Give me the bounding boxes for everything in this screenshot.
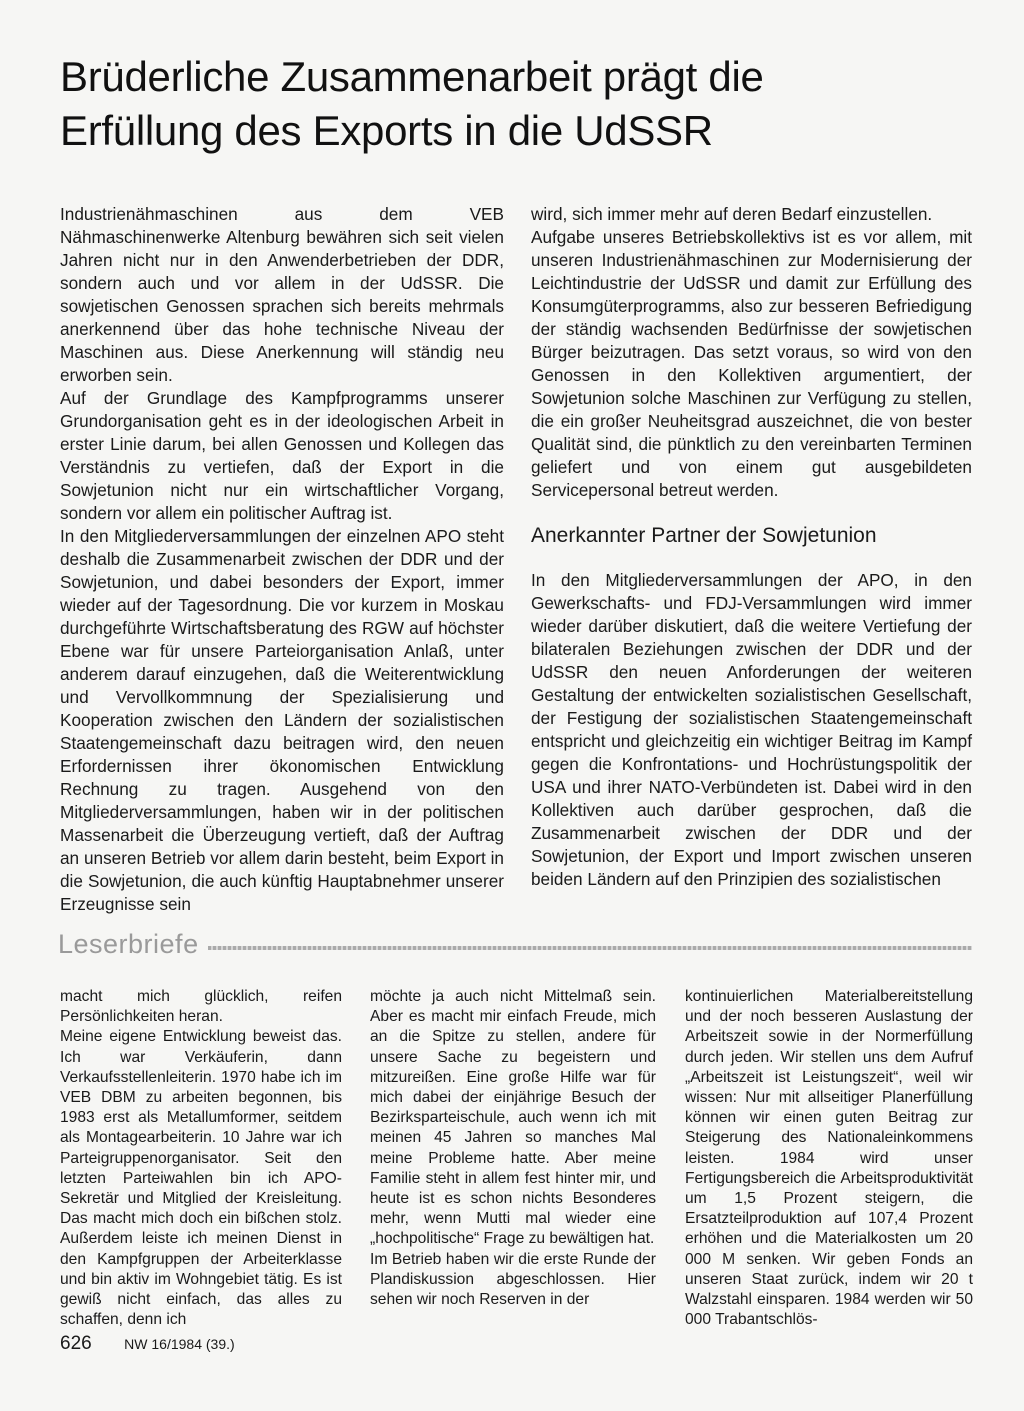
letters-column-2 [370,987,656,1310]
title-line-2: Erfüllung des Exports in die UdSSR [60,107,713,154]
title-line-1: Brüderliche Zusammenarbeit prägt die [60,53,764,100]
article-column-1 [60,203,504,916]
subheading: Anerkannter Partner der Sowjetunion [531,524,877,547]
paragraph: macht mich glücklich, reifen Persönlichkeiten heran. [60,988,342,1026]
article-title [60,50,960,158]
paragraph: wird, sich immer mehr auf deren Bedarf einzustellen. [531,204,933,224]
paragraph: Aufgabe unseres Betriebskollektivs ist es vor allem, mit unseren Industrienähmaschinen zur Modernisierung der Leichtindustrie der UdSSR und damit zur Erfüllung des Konsumgüterprogramms, also zur besseren Befriedigung der ständig wachsenden Bedürfnisse der sowjetischen Bürger beizutragen. Das setzt voraus, so wird von den Genossen in den Kollektiven argumentiert, der Sowjetunion solche Maschinen zur Verfügung zu stellen, die ein großer Neuheitsgrad auszeichnet, die von bester Qualität sind, die pünktlich zu den vereinbarten Terminen geliefert und von einem gut ausgebildeten Servicepersonal betreut werden. [531,227,972,500]
article-column-2 [531,203,972,891]
paragraph: Auf der Grundlage des Kampfprogramms unserer Grundorganisation geht es in der ideologischen Arbeit in erster Linie darum, bei allen Genossen und Kollegen das Verständnis zu vertiefen, daß der Export in die Sowjetunion nicht nur ein wirtschaftlicher Vorgang, sondern vor allem ein politischer Auftrag ist. [60,388,504,523]
paragraph: kontinuierlichen Materialbereitstellung und der noch besseren Auslastung der Arbeitszeit sowie in der Normerfüllung durch jeden. Wir stellen uns dem Aufruf „Arbeitszeit ist Leistungszeit“, weil wir wissen: Nur mit allseitiger Planerfüllung können wir einen guten Beitrag zur Steigerung des Nationaleinkommens leisten. 1984 wird unser Fertigungsbereich die Arbeitsproduktivität um 1,5 Prozent steigern, die Ersatzteilproduktion auf 107,4 Prozent erhöhen und die Materialkosten um 20 000 M senken. Wir geben Fonds an unseren Staat zurück, indem wir 20 t Walzstahl einsparen. 1984 werden wir 50 000 Trabantschlös- [685,988,973,1329]
issue-info: NW 16/1984 (39.) [124,1336,235,1352]
letters-section-label: Leserbriefe [58,929,199,959]
letters-column-3 [685,987,973,1330]
page-footer [60,1333,235,1355]
page-number: 626 [60,1333,92,1354]
paragraph: In den Mitgliederversammlungen der einzelnen APO steht deshalb die Zusammenarbeit zwischen der DDR und der Sowjetunion, und dabei besonders der Export, immer wieder auf der Tagesordnung. Die vor kurzem in Moskau durchgeführte Wirtschaftsberatung des RGW auf höchster Ebene war für unsere Parteiorganisation Anlaß, unter anderem darauf einzugehen, daß die Weiterentwicklung und Vervollkommnung der Spezialisierung und Kooperation zwischen den Ländern der sozialistischen Staatengemeinschaft dazu beitragen wird, den neuen Erfordernissen ihrer ökonomischen Entwicklung Rechnung zu tragen. Ausgehend von den Mitgliederversammlungen, haben wir in der politischen Massenarbeit die Überzeugung vertieft, daß der Auftrag an unseren Betrieb vor allem darin besteht, beim Export in die Sowjetunion, die auch künftig Hauptabnehmer unserer Erzeugnisse sein [60,526,504,914]
letters-section-header [58,928,972,962]
paragraph: Im Betrieb haben wir die erste Runde der Plandiskussion abgeschlossen. Hier sehen wir noch Reserven in der [370,1250,656,1309]
paragraph: In den Mitgliederversammlungen der APO, in den Gewerkschafts- und FDJ-Versammlungen wird immer wieder darüber diskutiert, daß die weitere Vertiefung der bilateralen Beziehungen zwischen der DDR und der UdSSR den neuen Anforderungen der weiteren Gestaltung der entwickelten sozialistischen Gesellschaft, der Festigung der sozialistischen Staatengemeinschaft entspricht und gleichzeitig ein wichtiger Beitrag im Kampf gegen die Konfrontations- und Hochrüstungspolitik der USA und ihrer NATO-Verbündeten ist. Dabei wird in den Kollektiven auch darüber gesprochen, daß die Zusammenarbeit zwischen der DDR und der Sowjetunion, der Export und Import zwischen unseren beiden Ländern auf den Prinzipien des sozialistischen [531,570,972,889]
paragraph: Industrienähmaschinen aus dem VEB Nähmaschinenwerke Altenburg bewähren sich seit vielen Jahren nicht nur in den Anwenderbetrieben der DDR, sondern auch und vor allem in der UdSSR. Die sowjetischen Genossen sprachen sich bereits mehrmals anerkennend über das hohe technische Niveau der Maschinen aus. Diese Anerkennung will ständig neu erworben sein. [60,204,504,385]
letters-column-1 [60,987,342,1330]
paragraph: Meine eigene Entwicklung beweist das. Ich war Verkäuferin, dann Verkaufsstellenleiterin. 1970 habe ich im VEB DBM zu arbeiten begonnen, bis 1983 erst als Metallumformer, seitdem als Montagearbeiterin. 10 Jahre war ich Parteigruppenorganisator. Seit den letzten Parteiwahlen bin ich APO-Sekretär und Mitglied der Kreisleitung. Das macht mich doch ein bißchen stolz. Außerdem leiste ich meinen Dienst in den Kampfgruppen der Arbeiterklasse und bin aktiv im Wohngebiet tätig. Es ist gewiß nicht einfach, das alles zu schaffen, denn ich [60,1028,342,1329]
paragraph: möchte ja auch nicht Mittelmaß sein. Aber es macht mir einfach Freude, mich an die Spitze zu stellen, andere für unsere Sache zu begeistern und mitzureißen. Eine große Hilfe war für mich dabei der einjährige Besuch der Bezirksparteischule, auch wenn ich mit meinen 45 Jahren so manches Mal meine Probleme hatte. Aber meine Familie steht in allem fest hinter mir, und heute ist es schon nichts Besonderes mehr, wenn Mutti mal wieder eine „hochpolitische“ Frage zu bewältigen hat. [370,988,656,1248]
section-divider [208,946,972,950]
